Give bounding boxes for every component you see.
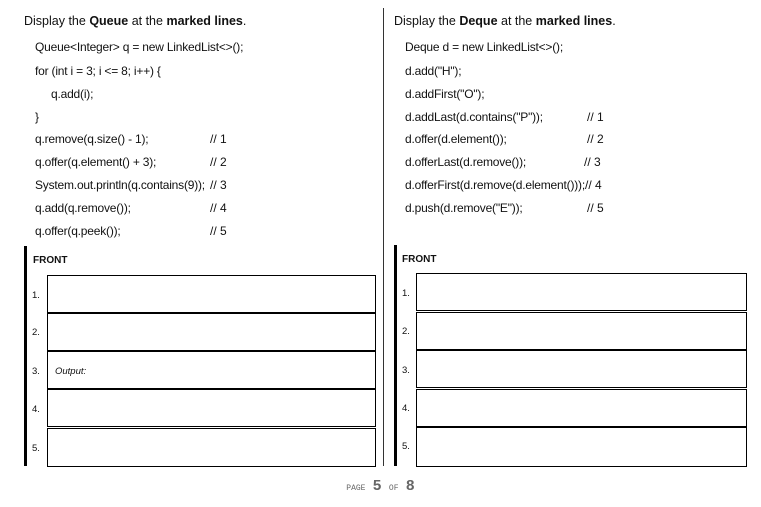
row-number: 4. bbox=[402, 403, 410, 414]
queue-heading bbox=[24, 14, 246, 28]
row-number: 2. bbox=[32, 327, 40, 338]
answer-box[interactable] bbox=[416, 389, 747, 427]
heading-bold: marked lines bbox=[166, 14, 243, 28]
answer-box[interactable] bbox=[416, 273, 747, 311]
code-line: Deque d = new LinkedList<>(); bbox=[405, 40, 563, 54]
page-footer bbox=[0, 478, 761, 495]
front-indicator-bar bbox=[394, 245, 397, 466]
row-number: 1. bbox=[32, 290, 40, 301]
row-number: 1. bbox=[402, 288, 410, 299]
code-line: Queue<Integer> q = new LinkedList<>(); bbox=[35, 40, 244, 54]
code-line: d.offerLast(d.remove()); bbox=[405, 155, 527, 169]
line-marker: // 4 bbox=[585, 178, 602, 192]
answer-box[interactable] bbox=[47, 389, 376, 427]
front-indicator-bar bbox=[24, 246, 27, 466]
code-line: for (int i = 3; i <= 8; i++) { bbox=[35, 64, 161, 78]
code-line: System.out.println(q.contains(9)); bbox=[35, 178, 205, 192]
row-number: 3. bbox=[32, 366, 40, 377]
line-marker: // 5 bbox=[587, 201, 604, 215]
code-line: d.offerFirst(d.remove(d.element())); bbox=[405, 178, 585, 192]
heading-text: at the bbox=[497, 14, 536, 28]
column-divider bbox=[383, 8, 384, 466]
line-marker: // 1 bbox=[210, 132, 227, 146]
heading-bold: Queue bbox=[89, 14, 129, 28]
row-number: 2. bbox=[402, 326, 410, 337]
row-number: 3. bbox=[402, 365, 410, 376]
answer-box[interactable] bbox=[416, 350, 747, 388]
code-line: q.offer(q.element() + 3); bbox=[35, 155, 157, 169]
code-line: d.addLast(d.contains("P")); bbox=[405, 110, 543, 124]
answer-box[interactable] bbox=[47, 275, 376, 313]
row-number: 5. bbox=[402, 441, 410, 452]
front-label: FRONT bbox=[33, 255, 68, 266]
line-marker: // 5 bbox=[210, 224, 227, 238]
row-number: 5. bbox=[32, 443, 40, 454]
of-word: of bbox=[388, 480, 399, 494]
code-line: d.addFirst("O"); bbox=[405, 87, 485, 101]
page-word: page bbox=[346, 480, 366, 494]
heading-text: at the bbox=[128, 14, 167, 28]
code-line: q.add(i); bbox=[51, 87, 94, 101]
answer-box[interactable] bbox=[47, 351, 376, 389]
code-line: q.remove(q.size() - 1); bbox=[35, 132, 149, 146]
answer-box[interactable] bbox=[47, 313, 376, 351]
answer-box[interactable] bbox=[416, 312, 747, 350]
heading-bold: Deque bbox=[459, 14, 498, 28]
row-number: 4. bbox=[32, 404, 40, 415]
code-line: q.add(q.remove()); bbox=[35, 201, 131, 215]
page-number: 5 bbox=[372, 478, 382, 495]
line-marker: // 2 bbox=[210, 155, 227, 169]
heading-text: Display the bbox=[24, 14, 90, 28]
line-marker: // 1 bbox=[587, 110, 604, 124]
code-line: d.push(d.remove("E")); bbox=[405, 201, 523, 215]
answer-box[interactable] bbox=[47, 428, 376, 467]
line-marker: // 2 bbox=[587, 132, 604, 146]
answer-box[interactable] bbox=[416, 427, 747, 467]
code-line: q.offer(q.peek()); bbox=[35, 224, 121, 238]
code-line: } bbox=[35, 110, 39, 124]
line-marker: // 3 bbox=[584, 155, 601, 169]
front-label: FRONT bbox=[402, 254, 437, 265]
heading-text: Display the bbox=[394, 14, 460, 28]
code-line: d.add("H"); bbox=[405, 64, 462, 78]
output-label: Output: bbox=[55, 366, 87, 377]
line-marker: // 4 bbox=[210, 201, 227, 215]
code-line: d.offer(d.element()); bbox=[405, 132, 507, 146]
heading-text: . bbox=[242, 14, 247, 28]
line-marker: // 3 bbox=[210, 178, 227, 192]
heading-bold: marked lines bbox=[535, 14, 613, 28]
heading-text: . bbox=[612, 14, 616, 28]
deque-heading bbox=[394, 14, 616, 28]
page-total: 8 bbox=[405, 478, 415, 495]
